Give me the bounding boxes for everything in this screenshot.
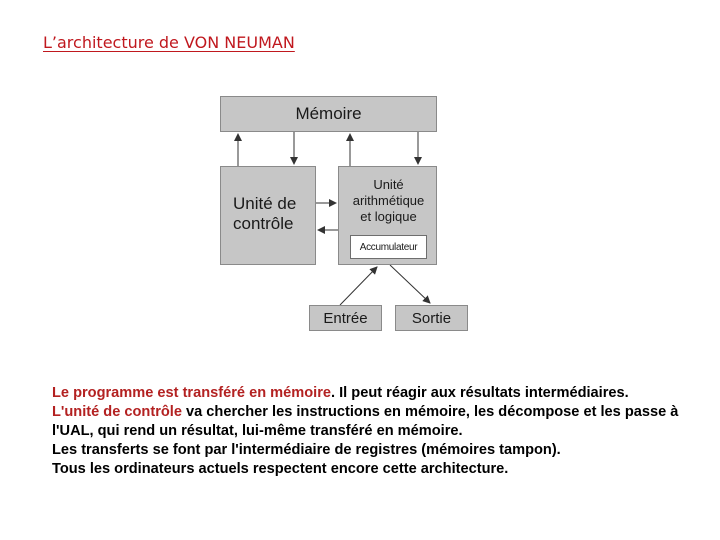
emphasis-controle: L'unité de contrôle xyxy=(52,404,182,420)
controle-label: Unité de contrôle xyxy=(233,194,297,233)
text-line-4: Tous les ordinateurs actuels respectent encore cette architecture. xyxy=(52,461,509,477)
ual-box xyxy=(338,166,437,265)
entree-box xyxy=(309,305,382,331)
emphasis-programme: Le programme est transféré en mémoire xyxy=(52,385,332,401)
sortie-label: Sortie xyxy=(411,309,452,327)
memoire-label: Mémoire xyxy=(295,104,362,123)
text-line-1: Le programme est transféré en mémoire. Il peut réagir aux résultats intermédiaires. xyxy=(52,385,629,401)
explanation-text xyxy=(52,384,692,479)
sortie-box xyxy=(395,305,468,331)
accumulateur-label: Accumulateur xyxy=(359,241,418,253)
text-line-3: Les transferts se font par l'intermédiaire de registres (mémoires tampon). xyxy=(52,442,561,458)
memoire-box xyxy=(220,96,437,132)
arrow-entree-to-ual xyxy=(340,267,377,305)
controle-box xyxy=(220,166,316,265)
arrow-ual-to-sortie xyxy=(390,265,430,303)
ual-label: Unité arithmétique et logique xyxy=(352,177,425,224)
accumulateur-box xyxy=(350,235,427,259)
text-line-2: L'unité de contrôle va chercher les instructions en mémoire, les décompose et les passe à l'UAL, qui rend un résultat, lui-même transféré en mémoire. xyxy=(52,404,679,439)
entree-label: Entrée xyxy=(323,309,368,327)
slide-title: L’architecture de VON NEUMAN xyxy=(43,33,295,52)
